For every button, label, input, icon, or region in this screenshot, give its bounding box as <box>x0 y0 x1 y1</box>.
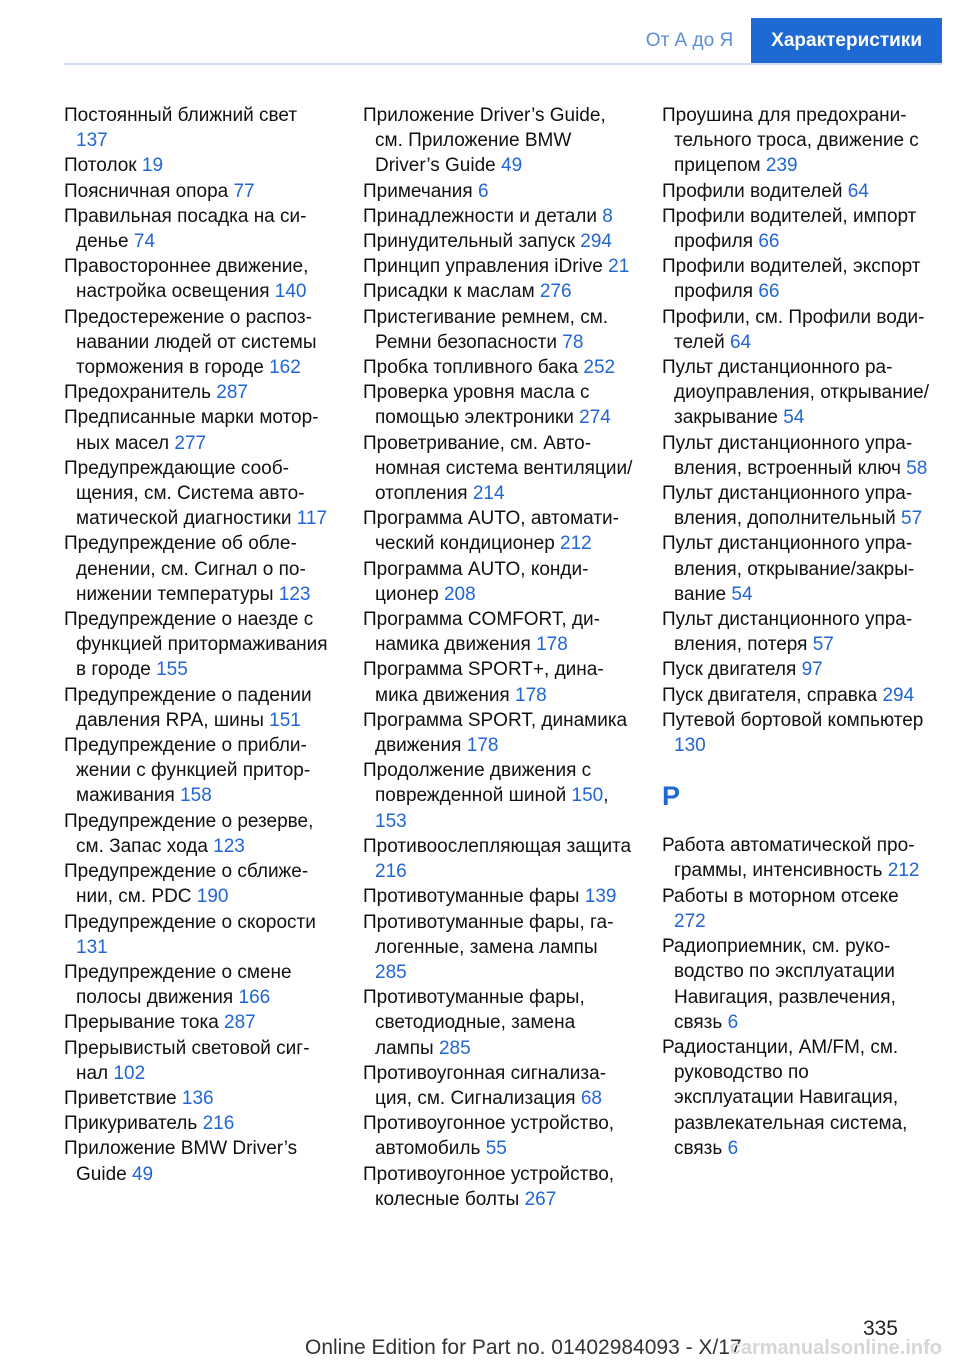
index-entry-term: Предупреждение о сближении, см. PDC <box>64 861 309 908</box>
index-entry <box>64 960 334 1010</box>
index-entry-term: Проушина для предохранительного троса, движение с прицепом <box>662 105 919 177</box>
page-reference-link[interactable]: 208 <box>443 583 476 605</box>
index-entry <box>64 607 334 683</box>
page-reference-link[interactable]: 239 <box>765 155 798 177</box>
page-reference-link[interactable]: 78 <box>562 331 584 353</box>
index-entry-term: Предупреждение о наезде с функцией притормаживания в городе <box>64 609 328 681</box>
page-reference-link[interactable]: 55 <box>485 1138 507 1160</box>
page-reference-link[interactable]: 54 <box>731 583 753 605</box>
index-entry-term: Путевой бортовой компьютер <box>662 709 924 731</box>
index-entry <box>662 179 932 204</box>
index-entry <box>363 229 633 254</box>
index-entry-term: Приложение BMW Driver’s Guide <box>64 1138 298 1185</box>
header-divider <box>64 63 942 65</box>
page-reference-link[interactable]: 68 <box>580 1087 602 1109</box>
index-entry <box>64 910 334 960</box>
page-reference-link[interactable]: 21 <box>608 256 630 278</box>
page-reference-link[interactable]: 294 <box>882 684 915 706</box>
index-entry <box>662 481 932 531</box>
page-reference-link[interactable]: 212 <box>560 533 592 555</box>
index-entry <box>662 607 932 657</box>
index-entry <box>363 506 633 556</box>
index-entry <box>363 708 633 758</box>
page-reference-link[interactable]: 6 <box>477 180 489 202</box>
index-entry <box>662 355 932 431</box>
index-entry <box>363 355 633 380</box>
page-reference-link[interactable]: 97 <box>801 659 823 681</box>
index-entry-term: Противотуманные фары <box>363 886 580 908</box>
index-entry-term: Профили водителей <box>662 180 843 202</box>
page-reference-link[interactable]: 8 <box>602 205 613 227</box>
index-entry-term: Радиостанции, AM/FM, см. руководство по эксплуатации Навигация, развлекательная система, связь <box>662 1036 908 1159</box>
page-reference-link[interactable]: 49 <box>131 1163 154 1185</box>
index-entry-term: Пробка топливного бака <box>363 357 579 379</box>
index-entry <box>363 1061 633 1111</box>
page-reference-link[interactable]: 153 <box>375 810 407 832</box>
index-entry <box>363 204 633 229</box>
page-reference-link[interactable]: 190 <box>196 886 229 908</box>
index-entry-term: Предупреждение об обледенении, см. Сигнал о понижении температуры <box>64 533 306 605</box>
index-entry-term: Пульт дистанционного управления, потеря <box>662 609 913 656</box>
index-entry-term: Программа COMFORT, динамика движения <box>363 609 600 656</box>
index-entry <box>363 607 633 657</box>
index-entry <box>363 1111 633 1161</box>
index-entry <box>662 431 932 481</box>
page-reference-link[interactable]: 277 <box>174 432 207 454</box>
page-reference-link[interactable]: 272 <box>674 910 706 932</box>
page-reference-link[interactable]: 131 <box>76 936 108 958</box>
index-entry <box>363 179 633 204</box>
page-reference-link[interactable]: 276 <box>539 281 572 303</box>
index-entry-term: Противоугонное устройство, колесные болты <box>363 1163 615 1210</box>
index-entry-term: Проверка уровня масла с помощью электроники <box>363 382 590 429</box>
index-entry-term: Правильная посадка на сиденье <box>64 205 307 253</box>
page-reference-link[interactable]: 64 <box>847 180 869 202</box>
page-reference-link[interactable]: 274 <box>579 407 611 429</box>
index-entry-term: Предупреждение о падении давления RPA, шины <box>64 684 312 731</box>
index-entry-term: Противотуманные фары, светодиодные, замена лампы <box>363 987 585 1059</box>
index-entry <box>363 431 633 507</box>
index-entry-term: Предупреждение о смене полосы движения <box>64 961 292 1009</box>
page-reference-link[interactable]: 162 <box>269 357 301 379</box>
index-entry <box>64 1010 334 1035</box>
index-entry-term: Поясничная опора <box>64 180 229 202</box>
index-entry <box>662 531 932 607</box>
index-entry <box>662 884 932 934</box>
index-entry-term: Работа автоматической программы, интенсивность <box>662 835 915 882</box>
page-reference-link[interactable]: 285 <box>438 1037 471 1059</box>
index-entry <box>64 683 334 733</box>
index-entry <box>64 380 334 405</box>
index-entry <box>662 934 932 1035</box>
index-entry-term: Приветствие <box>64 1087 177 1109</box>
index-column-2 <box>363 103 633 1212</box>
page-reference-link[interactable]: 158 <box>180 785 212 807</box>
index-entry-term: Программа AUTO, автоматический кондиционер <box>363 508 619 555</box>
index-entry <box>363 380 633 430</box>
index-entry-term: Пуск двигателя, справка <box>662 684 878 706</box>
index-column-3 <box>662 103 932 1161</box>
page-reference-link[interactable]: 49 <box>501 155 523 177</box>
index-entry-term: Продолжение движения с поврежденной шиной <box>363 760 592 807</box>
index-entry-term: Постоянный ближний свет <box>64 105 298 126</box>
index-section-letter: Р <box>662 781 681 812</box>
index-entry <box>662 1035 932 1161</box>
page-reference-link[interactable]: 130 <box>674 735 706 757</box>
index-entry <box>64 809 334 859</box>
index-entry <box>363 305 633 355</box>
page-reference-link[interactable]: 6 <box>727 1137 739 1159</box>
index-entry-term: Программа SPORT, динамика движения <box>363 709 628 757</box>
index-entry-term: Радиоприемник, см. руководство по эксплуатации Навигация, развлечения, связь <box>662 936 896 1033</box>
page-reference-link[interactable]: 136 <box>181 1087 214 1109</box>
page-reference-link[interactable]: 216 <box>375 861 407 883</box>
index-entry-term: Программа AUTO, кондиционер <box>363 558 589 605</box>
index-entry-term: Присадки к маслам <box>363 281 535 303</box>
page-reference-link[interactable]: 64 <box>729 331 752 353</box>
index-entry <box>64 103 334 153</box>
index-entry <box>662 305 932 355</box>
index-entry-term: Пуск двигателя <box>662 659 797 681</box>
index-entry-term: Потолок <box>64 155 137 177</box>
index-entry <box>662 254 932 304</box>
page-header <box>628 18 942 64</box>
page-number: 335 <box>862 1317 898 1340</box>
page-reference-link[interactable]: 66 <box>758 231 780 253</box>
index-entry <box>662 204 932 254</box>
page-reference-link[interactable]: 287 <box>216 382 248 404</box>
index-entry-term: Пульт дистанционного управления, встроенный ключ <box>662 432 913 479</box>
page-reference-link[interactable]: 19 <box>141 155 164 177</box>
page-reference-link[interactable]: 54 <box>783 407 805 429</box>
section-label: От А до Я <box>645 30 734 51</box>
page-reference-link[interactable]: 216 <box>202 1113 235 1135</box>
watermark: carmanualsonline.info <box>729 1337 942 1359</box>
index-entry-term: Профили водителей, экспорт профиля <box>662 256 921 303</box>
page-reference-link[interactable]: 57 <box>901 508 923 530</box>
index-entry-term: Прикуриватель <box>64 1113 198 1135</box>
page-reference-link[interactable]: 178 <box>515 684 547 706</box>
index-entry <box>662 683 932 708</box>
page-reference-link[interactable]: 166 <box>238 987 271 1009</box>
page-reference-link[interactable]: 137 <box>76 130 108 152</box>
index-entry <box>64 204 334 254</box>
index-entry <box>64 733 334 809</box>
index-entry-term: Предупреждение о приближении с функцией притормаживания <box>64 735 311 807</box>
index-entry <box>363 557 633 607</box>
index-entry <box>363 910 633 986</box>
chapter-tab: Характеристики <box>751 18 942 64</box>
index-entry-term: Профили водителей, импорт профиля <box>662 205 917 253</box>
page-reference-link[interactable]: 58 <box>906 457 928 479</box>
index-column-1 <box>64 103 334 1187</box>
index-entry-term: Прерывистый световой сигнал <box>64 1037 310 1084</box>
page-reference-link[interactable]: 212 <box>887 860 920 882</box>
index-entry <box>363 254 633 279</box>
index-entry <box>64 1136 334 1186</box>
index-entry-term: Программа SPORT+, динамика движения <box>363 659 604 706</box>
index-entry-term: Принудительный запуск <box>363 231 576 253</box>
index-entry-term: Проветривание, см. Автономная система вентиляции/отопления <box>363 432 633 505</box>
page-reference-link[interactable]: 57 <box>812 634 834 656</box>
index-entry <box>363 279 633 304</box>
page-reference-link[interactable]: 66 <box>758 281 780 303</box>
page-reference-link[interactable]: 294 <box>580 231 612 253</box>
index-entry <box>363 884 633 909</box>
page-reference-link[interactable]: 155 <box>156 659 188 681</box>
index-entry-term: Примечания <box>363 180 473 202</box>
index-entry-term: Пульт дистанционного управления, открывание/закрывание <box>662 533 915 605</box>
index-entry-term: Предохранитель <box>64 382 211 404</box>
index-entry-term: Принцип управления iDrive <box>363 256 603 278</box>
page-reference-link[interactable]: 285 <box>375 961 407 983</box>
index-entry <box>64 859 334 909</box>
index-entry <box>662 708 932 758</box>
index-entry-term: Правостороннее движение, настройка освещения <box>64 256 309 303</box>
page-reference-link[interactable]: 140 <box>274 281 307 303</box>
index-entry <box>64 456 334 532</box>
page-reference-link[interactable]: 150 <box>571 785 604 807</box>
index-entry-term: Пульт дистанционного радиоуправления, открывание/закрывание <box>662 357 930 429</box>
page-reference-link[interactable]: 6 <box>727 1011 739 1033</box>
page-reference-link[interactable]: 151 <box>269 709 301 731</box>
index-entry-term: Предписанные марки моторных масел <box>64 407 319 454</box>
index-entry <box>662 657 932 682</box>
page-reference-link[interactable]: 252 <box>583 357 616 379</box>
index-entry <box>363 985 633 1061</box>
index-entry-term: Противоугонное устройство, автомобиль <box>363 1113 615 1160</box>
index-entry <box>662 833 932 883</box>
page-reference-link[interactable]: 287 <box>224 1012 256 1034</box>
index-entry-term: Предостережение о распознавании людей от системы торможения в городе <box>64 306 317 379</box>
index-entry-term: Работы в моторном отсеке <box>662 885 899 907</box>
index-entry <box>363 834 633 884</box>
page-reference-link[interactable]: 77 <box>233 180 255 202</box>
page-reference-link[interactable]: 267 <box>524 1188 557 1210</box>
index-entry <box>64 153 334 178</box>
page-reference-link[interactable]: 102 <box>113 1062 146 1084</box>
index-entry-term: Пульт дистанционного управления, дополнительный <box>662 483 913 530</box>
index-entry-term: Пристегивание ремнем, см. Ремни безопасности <box>363 306 609 353</box>
index-entry-term: Принадлежности и детали <box>363 205 597 227</box>
page-reference-link[interactable]: 139 <box>584 886 617 908</box>
index-entry <box>64 1086 334 1111</box>
page-reference-link[interactable]: 123 <box>278 583 311 605</box>
index-entry: Продолжение движения с поврежденной шиной 150, 153 <box>363 760 609 832</box>
index-entry <box>64 1036 334 1086</box>
index-entry <box>64 254 334 304</box>
page-reference-link[interactable]: 123 <box>213 835 245 857</box>
page-reference-link[interactable]: 74 <box>133 231 156 253</box>
index-entry-term: Противоослепляющая защита <box>363 835 632 857</box>
index-entry-term: Предупреждение о резерве, см. Запас хода <box>64 810 314 857</box>
index-entry <box>363 657 633 707</box>
index-entry <box>64 531 334 607</box>
index-entry-term: Приложение Driver’s Guide, см. Приложение BMW Driver’s Guide <box>363 105 606 177</box>
index-entry <box>64 405 334 455</box>
index-entry-term: Предупреждающие сообщения, см. Система автоматической диагностики <box>64 457 305 530</box>
index-entry-term: Профили, см. Профили водителей <box>662 306 925 353</box>
index-entry <box>64 1111 334 1136</box>
index-entry <box>363 103 633 179</box>
index-entry-term: Противоугонная сигнализация, см. Сигнализация <box>363 1062 607 1109</box>
index-entry <box>64 179 334 204</box>
index-entry <box>363 1162 633 1212</box>
index-entry-term: Прерывание тока <box>64 1012 219 1034</box>
index-entry <box>64 305 334 381</box>
page-reference-link[interactable]: 117 <box>296 508 328 530</box>
page-reference-link[interactable]: 178 <box>536 634 568 656</box>
index-entry-term: Противотуманные фары, галогенные, замена лампы <box>363 911 614 958</box>
page-reference-link[interactable]: 178 <box>466 735 499 757</box>
index-entry <box>662 103 932 179</box>
page-reference-link[interactable]: 214 <box>472 483 505 505</box>
index-entry-term: Предупреждение о скорости <box>64 911 316 933</box>
edition-footer: Online Edition for Part no. 01402984093 - X/17 <box>305 1336 742 1359</box>
